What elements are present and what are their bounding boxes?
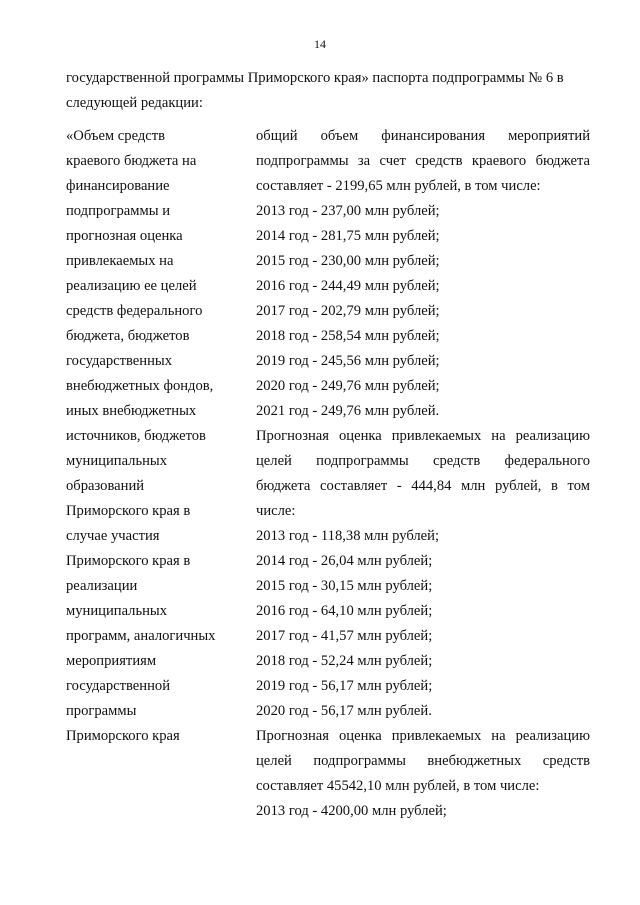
funding-year-line: 2013 год - 118,38 млн рублей; <box>256 528 440 544</box>
label-line: Приморского края в <box>66 553 191 569</box>
label-line: «Объем средств <box>66 128 166 144</box>
value-line: составляет 45542,10 млн рублей, в том числе: <box>256 778 540 794</box>
funding-year-line: 2020 год - 249,76 млн рублей; <box>256 378 440 394</box>
value-line: бюджета составляет - 444,84 млн рублей, в том <box>256 478 590 494</box>
label-line: подпрограммы и <box>66 203 171 219</box>
label-line: финансирование <box>66 178 170 194</box>
funding-year-line: 2016 год - 244,49 млн рублей; <box>256 278 440 294</box>
passport-field-value <box>256 124 590 824</box>
label-line: бюджета, бюджетов <box>66 328 190 344</box>
page-number: 14 <box>314 37 326 51</box>
funding-year-line: 2017 год - 202,79 млн рублей; <box>256 303 440 319</box>
intro-line: государственной программы Приморского края» паспорта подпрограммы № 6 в <box>66 70 564 86</box>
value-line: числе: <box>256 503 296 519</box>
value-line: Прогнозная оценка привлекаемых на реализацию <box>256 428 590 444</box>
funding-year-line: 2014 год - 281,75 млн рублей; <box>256 228 440 244</box>
label-line: муниципальных <box>66 603 168 619</box>
funding-year-line: 2014 год - 26,04 млн рублей; <box>256 553 433 569</box>
label-line: муниципальных <box>66 453 168 469</box>
label-line: программ, аналогичных <box>66 628 216 644</box>
funding-year-line: 2013 год - 4200,00 млн рублей; <box>256 803 447 819</box>
label-line: привлекаемых на <box>66 253 174 269</box>
value-line: подпрограммы за счет средств краевого бюджета <box>256 153 590 169</box>
label-line: государственных <box>66 353 173 369</box>
intro-line: следующей редакции: <box>66 95 203 111</box>
funding-year-line: 2018 год - 258,54 млн рублей; <box>256 328 440 344</box>
label-line: реализацию ее целей <box>66 278 197 294</box>
passport-field-label <box>66 124 246 749</box>
label-line: источников, бюджетов <box>66 428 206 444</box>
label-line: реализации <box>66 578 138 594</box>
label-line: образований <box>66 478 145 494</box>
label-line: средств федерального <box>66 303 203 319</box>
label-line: программы <box>66 703 137 719</box>
label-line: мероприятиям <box>66 653 157 669</box>
funding-year-line: 2019 год - 56,17 млн рублей; <box>256 678 433 694</box>
funding-year-line: 2015 год - 230,00 млн рублей; <box>256 253 440 269</box>
value-line: целей подпрограммы средств федерального <box>256 453 590 469</box>
label-line: внебюджетных фондов, <box>66 378 214 394</box>
funding-year-line: 2015 год - 30,15 млн рублей; <box>256 578 433 594</box>
funding-year-line: 2021 год - 249,76 млн рублей. <box>256 403 440 419</box>
value-line: Прогнозная оценка привлекаемых на реализацию <box>256 728 590 744</box>
label-line: иных внебюджетных <box>66 403 197 419</box>
funding-year-line: 2020 год - 56,17 млн рублей. <box>256 703 432 719</box>
label-line: краевого бюджета на <box>66 153 197 169</box>
label-line: случае участия <box>66 528 160 544</box>
value-line: целей подпрограммы внебюджетных средств <box>256 753 590 769</box>
funding-year-line: 2018 год - 52,24 млн рублей; <box>256 653 433 669</box>
value-line: составляет - 2199,65 млн рублей, в том числе: <box>256 178 541 194</box>
label-line: прогнозная оценка <box>66 228 183 244</box>
label-line: государственной <box>66 678 171 694</box>
funding-year-line: 2016 год - 64,10 млн рублей; <box>256 603 433 619</box>
label-line: Приморского края в <box>66 503 191 519</box>
funding-year-line: 2017 год - 41,57 млн рублей; <box>256 628 433 644</box>
funding-year-line: 2019 год - 245,56 млн рублей; <box>256 353 440 369</box>
intro-paragraph <box>66 66 591 116</box>
funding-year-line: 2013 год - 237,00 млн рублей; <box>256 203 440 219</box>
value-line: общий объем финансирования мероприятий <box>256 128 590 144</box>
label-line: Приморского края <box>66 728 180 744</box>
